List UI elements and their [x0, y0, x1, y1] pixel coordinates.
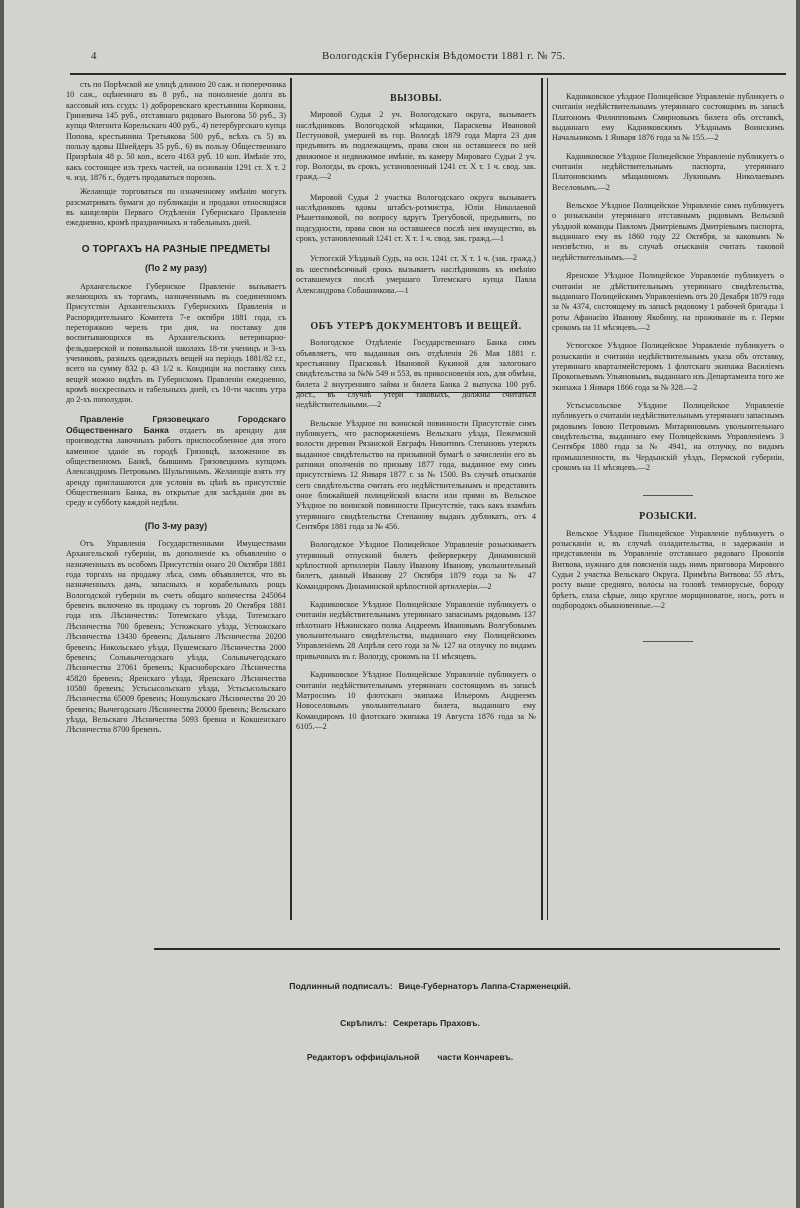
- section-title-uter: ОБЪ УТЕРѢ ДОКУМЕНТОВЪ И ВЕЩЕЙ.: [310, 320, 522, 332]
- subsection-2-razu: (По 2 му разу): [145, 263, 207, 274]
- signature-2-value: Секретарь Праховъ.: [393, 1018, 480, 1028]
- entry-6: Устьсысольское Уѣздное Полицейское Управленіе публикуетъ о считаніи недѣйствительнымъ утеряннаго запаснымъ рядовымъ Іовою Петровымъ Митариновымъ увольнительнаго свидѣтельства, выданнаго ему Полицейскимъ Управленіемъ 3 Сентября 1880 года за № 4941, на отлучку, по видамъ промышленности, въ Чердынскій уѣздъ, Пермской губерніи, срокомъ на 11 мѣсяцевъ.—2: [552, 400, 784, 472]
- uter-2: Вельское Уѣздное по воинской повинности Присутствіе симъ публикуетъ, что распоряженіемъ Вельскаго уѣзда, Пежемской волости деревни Рязанской Евграфъ Никитинъ Степановъ утерялъ выданное свидѣтельство на призывной бумагѣ о зачисленіи его въ ратники ополченія по призыву 1877 года, выданное ему симъ присутствіемъ 12 Января 1877 г. за № 1500. Въ случаѣ отыскапія сего свидѣтельства считать его недѣйствительнымъ и представить оное ближайшей полицейской власти или прямо въ Вельское Уѣздное по воинской повинности Присутствіе, такъ какъ взамѣнъ утеряннаго свидѣтельства Степанову выданъ дубликатъ, отъ 4 Сентября 1881 года за № 456.: [296, 418, 536, 532]
- uter-5: Кадниковское Уѣздное Полицейское Управленіе публикуетъ о считаніи недѣйствительнымъ утеряннаго состоящимъ въ запасѣ Матросомъ 10 флотскаго экипажа Ильеромъ Андреемъ Новоселовымъ увольнительнаго билета, выданнаго ему Командиромъ 10 флотскаго экипажа 19 Августа 1876 года за № 6105.—2: [296, 670, 536, 731]
- bottom-rule: [154, 948, 780, 950]
- page-running-title: Вологодскія Губернскія Вѣдомости 1881 г. № 75.: [322, 50, 566, 62]
- bank-notice-text: отдаетъ въ арендну для производства лавочныхъ работъ приспособленное для этого каменное зданіе въ городѣ Грязовцѣ, заложенное въ общественномъ Банкѣ, бывшимъ Грязовецкимъ купцомъ Александромъ Петровымъ Шульгинымъ. Желающіе взять эту аренду приглашаются для условія въ цѣнѣ въ присутствіе Общественнаго Банка, въ открытые для засѣданія дни въ среду и субботу каждой недѣли.: [66, 425, 286, 508]
- entry-5: Устюгское Уѣздное Полицейское Управленіе публикуетъ о розысканіи и считаніи недѣйствительнымъ указа объ отставку, утеряннаго кварталмейстеромъ 1 флотскаго экипажа Василіемъ Прокопьевымъ Ульяновымъ, выданнаго изъ Департамента того же экипажа 1 Января 1866 года за № 328.—2: [552, 341, 784, 392]
- column-middle: [296, 92, 536, 920]
- divider-short: [643, 495, 693, 496]
- column-divider-1: [290, 78, 292, 920]
- col1-intro-para-1: сть по Порѣчской же улицѣ длиною 20 саж. и поперечника 10 саж., оцѣненнаго въ 8 руб., на понолненіе долга въ кассовый ихъ ссудъ: 1) доброревскаго крестьянина Корякина, Гриневича 145 руб., отставнаго рядоваго Вьюгова 50 руб., 3) купца Флегонта Корельскаго 400 руб., 4) петербургскаго купца Попова, крестьянина Третьякова 500 руб., всѣхъ съ 5) въ пользу вдовы Шнейдеръ 35 руб., 6) въ пользу Общественнаго Призрѣнія 48 р. 50 коп., всего 4163 руб. 10 коп. Имѣніе это, какъ состоящее изъ трехъ частей, на основаніи 1291 ст. Х т. 2 ч. изд. 1876 г., будетъ продаваться порознь.: [66, 80, 286, 183]
- signature-editor: [4, 1052, 796, 1062]
- header-rule: [70, 73, 786, 75]
- vyzov-1: Мировой Судья 2 уч. Вологодскаго округа, вызываетъ наслѣдниковъ Вологодской мѣщанки, Параскевы Ивановой Пестуновой, умершей въ гор. Вологдѣ 1879 года Марта 23 дня предъявить въ подлежащемъ, права свои на оставшееся по ней движимое и недвижимое имѣніе, въ камеру Мироваго Судьи 2 уч. гор. Вологды, въ срокъ, установленный 1241 ст. Х т. 1 ч. свод. зак. гражд.—2: [296, 110, 536, 182]
- column-right: [552, 92, 784, 832]
- bank-notice-title: Правленіе Грязовецкаго Городскаго Общественнаго Банка: [66, 413, 286, 435]
- bank-notice: [66, 414, 286, 509]
- rozysk-1: Вельское Уѣздное Полицейское Управленіе публикуетъ о розысканіи и, въ случаѣ озладительства, о задержаніи и представленіи въ Управленіе отставнаго рядоваго Прокопія Витвова, нужнаго для поясненія надъ нимъ приговора Мирового Судьи 2 участка Вельскаго Округа. Примѣты Витвова: 55 лѣтъ, росту выше средняго, волосы на головѣ темнорусые, бороду брѣетъ, глаза сѣрые, лицо круглое морщиноватое, носъ, ротъ и подбородокъ обыкновенные.—2: [552, 528, 784, 611]
- entry-2: Кадниковское Уѣздное Полицейское Управленіе публикуетъ о считаніи недѣйствительнымъ паспорта, утеряннаго Платоновскимъ мѣщаниномъ Лукинымъ Николаевымъ Веселовымъ.—2: [552, 151, 784, 192]
- signature-1-value: Вице-Губернаторъ Лаппа-Старженецкій.: [398, 981, 571, 991]
- uter-4: Кадниковское Уѣздное Полицейское Управленіе публикуетъ о считаніи недѣйствительнымъ утеряннаго запаснымъ рядовымъ 137 пѣхотнаго Нѣжинскаго полка Андреемъ Ивановымъ Волгубовымъ увольнительнаго свидѣтельства, выданнаго ему Полицейскимъ Управленіемъ 28 Апрѣля сего года за № 127 на отлучку по видамъ привычныхъ въ г. Вологду, срокомъ на 11 мѣсяцевъ.: [296, 600, 536, 661]
- signature-1-label: Подлинный подписалъ:: [289, 981, 393, 991]
- entry-3: Вельское Уѣздное Полицейское Управленіе симъ публикуетъ о розысканіи утеряннаго отставнымъ рядовымъ Вельской уѣздной команды Павломъ Дмитріевымъ Дмитріевымъ паспорта, выданнаго ему въ 1860 году 22 Октября, за каковымъ № неизвѣстно, и въ случаѣ отысканія считать таковой недѣйствительнымъ.—2: [552, 201, 784, 262]
- section-title-vyzovy: ВЫЗОВЫ.: [389, 93, 443, 104]
- signature-2-label: Скрѣпилъ:: [340, 1018, 387, 1028]
- signature-3-value: части Кончаревъ.: [437, 1052, 514, 1062]
- uter-3: Вологодское Уѣздное Полицейское Управленіе розыскиваетъ утерянный отпускной билетъ фейерверкеру Динаминской крѣпостной артиллеріи Павлу Иванову Иванову, увольнительный билетъ, данный Иванову 27 Октября 1879 года за № 47 Командиромъ Динаминской крѣпостной артиллеріи.—2: [296, 540, 536, 591]
- forest-sale-notice: Отъ Управленія Государственными Имуществами Архангельской губерніи, въ дополненіе къ объявленію о назначенныхъ въ особомъ Присутствіи онаго 20 Октября 1881 года торгахъ на продажу лѣса, симъ объявляется, что въ назначенныхъ дачъ, запасныхъ и корабельныхъ рощъ Вологодской губерніи въ счетъ общаго количества 245064 бревенъ включено въ продажу съ торговъ 20 Октября 1881 года изъ Лѣсничествъ: Тотемскаго уѣзда, Тотемскаго Лѣсничества 700 бревенъ; Устюжскаго уѣзда, Устюжскаго Лѣсничества 13430 бревенъ; Дальняго Лѣсничества 20200 бревенъ; Никольскаго уѣзда, Пушемскаго Лѣсничества 2000 бревенъ; Сольвычегодскаго уѣзда, Сольвычегодскаго Лѣсничества 27061 бревенъ; Красноборскаго Лѣсничества 45820 бревенъ; Яренскаго уѣзда, Яренскаго Лѣсничества 10580 бревенъ; Устьсысольскаго уѣзда, Устьсысольскаго Лѣсничества 65009 бревенъ; Ношульскаго Лѣсничества 20 20 бревенъ; Вычегодскаго Лѣсничества 20000 бревенъ; Вельскаго уѣзда, Вельскаго Лѣсничества 5093 бревна и Кокшенскаго Лѣсничества 8700 бревенъ.: [66, 539, 286, 735]
- vyzov-3: Устюгскій Уѣздный Судъ, на осн. 1241 ст. Х т. 1 ч. (зак. гражд.) въ шестимѣсячный срокъ вызываетъ наслѣдниковъ къ имѣнію оставшемуся послѣ умершаго Тотемскаго купца Павла Александрова Собашникова.—1: [296, 254, 536, 295]
- col1-intro-para-2: Желающіе торговаться по означенному имѣнію могутъ разсматривать бумаги до публикаціи и продажи относящіяся въ канцеляріи Перваго Отдѣленія Губернскаго Правленія ежедневно, кромѣ праздничныхъ и табельныхъ дней.: [66, 187, 286, 228]
- section-title-rozysk: РОЗЫСКИ.: [639, 511, 697, 523]
- uter-1: Вологодское Отдѣленіе Государственнаго Банка симъ объявляетъ, что выданныя онъ отдѣленія 26 Мая 1881 г. крестьянину Прасковьѣ Ивановой Кукиной для залоговаго свидѣтельства за №№ 549 и 553, въ прикосновенія ихъ, для обмѣна, билета 2 внутренняго займа и билета Банка 2 выпуска 100 руб. дост., въ случаѣ утери таковыхъ, должны считаться недѣйствительными.—2: [296, 338, 536, 410]
- subsection-3-razu: (По 3-му разу): [144, 520, 208, 531]
- column-divider-3: [547, 78, 548, 920]
- entry-1: Кадниковское уѣздное Полицейское Управленіе публикуетъ о считаніи недѣйствительнымъ утеряннаго состоящимъ въ запасѣ Платономъ Филипповымъ Смирновымъ билета объ отставкѣ, выданнаго ему Кадниковскимъ Уѣзднымъ Воинскимъ Начальникомъ 1 Января 1876 года за № 155.—2: [552, 92, 784, 143]
- page-number: 4: [91, 50, 97, 62]
- section-title-torgi: О ТОРГАХЪ НА РАЗНЫЕ ПРЕДМЕТЫ: [81, 243, 271, 255]
- column-left: [66, 80, 286, 920]
- entry-4: Яренское Уѣздное Полицейское Управленіе публикуетъ о считаніи не дѣйствительнымъ утеряннаго свидѣтельства, выданнаго Полицейскимъ Управленіемъ отъ 20 Декабря 1879 года за № 4374, состоящему въ запасѣ рядовому 1 рабочей бригады 1 роты Афанасію Иванову Якобину, на проживаніе въ г. Перми срокомъ на 11 мѣсяцевъ.—2: [552, 271, 784, 332]
- signature-secretary: [4, 1018, 796, 1028]
- arkhangelsk-notice: Архангельское Губернское Правленіе вызываетъ желающихъ къ торгамъ, назначеннымъ въ соединенномъ Присутствіи Архангельскихъ Губернскихъ Правленія и Распорядительнаго Комитета 7-е октября 1881 года, съ переторжкою черезъ три дня, на поставку для воспитывающихся въ Архангельскихъ ветеринарно-фельдшерской и повивальной школахъ 18-ти ученицъ и 3-хъ учениковъ, разныхъ одеждныхъ вещей на періодъ 1881/82 г.г., всего на сумму 832 р. 43 1/2 к. Кондиціи на поставку сихъ вещей можно видѣть въ Губернскомъ Правленіи ежедневно, кромѣ воскресныхъ и табельныхъ дней, съ 10-ти часовъ утра до 2-хъ пополудни.: [66, 281, 286, 405]
- vyzov-2: Мировой Судья 2 участка Вологодскаго округа вызываетъ наслѣдниковъ вдовы штабсъ-ротмистра, Юліи Николаевой Рѣшетниковой, по вопросу вдругъ Трегубовой, предъявить, по подсудности, права свои на оставшееся послѣ нея имущество, въ срокъ, установленный 1241 ст. Х т. 1 ч. свод. зак. гражд.—1: [296, 192, 536, 244]
- page-header: [4, 48, 796, 68]
- signature-vice-governor: [4, 981, 796, 991]
- divider-short-2: [643, 641, 693, 642]
- column-divider-2: [541, 78, 543, 920]
- newspaper-page: [4, 0, 796, 1208]
- signature-3-label: Редакторъ оффиціальной: [306, 1052, 420, 1062]
